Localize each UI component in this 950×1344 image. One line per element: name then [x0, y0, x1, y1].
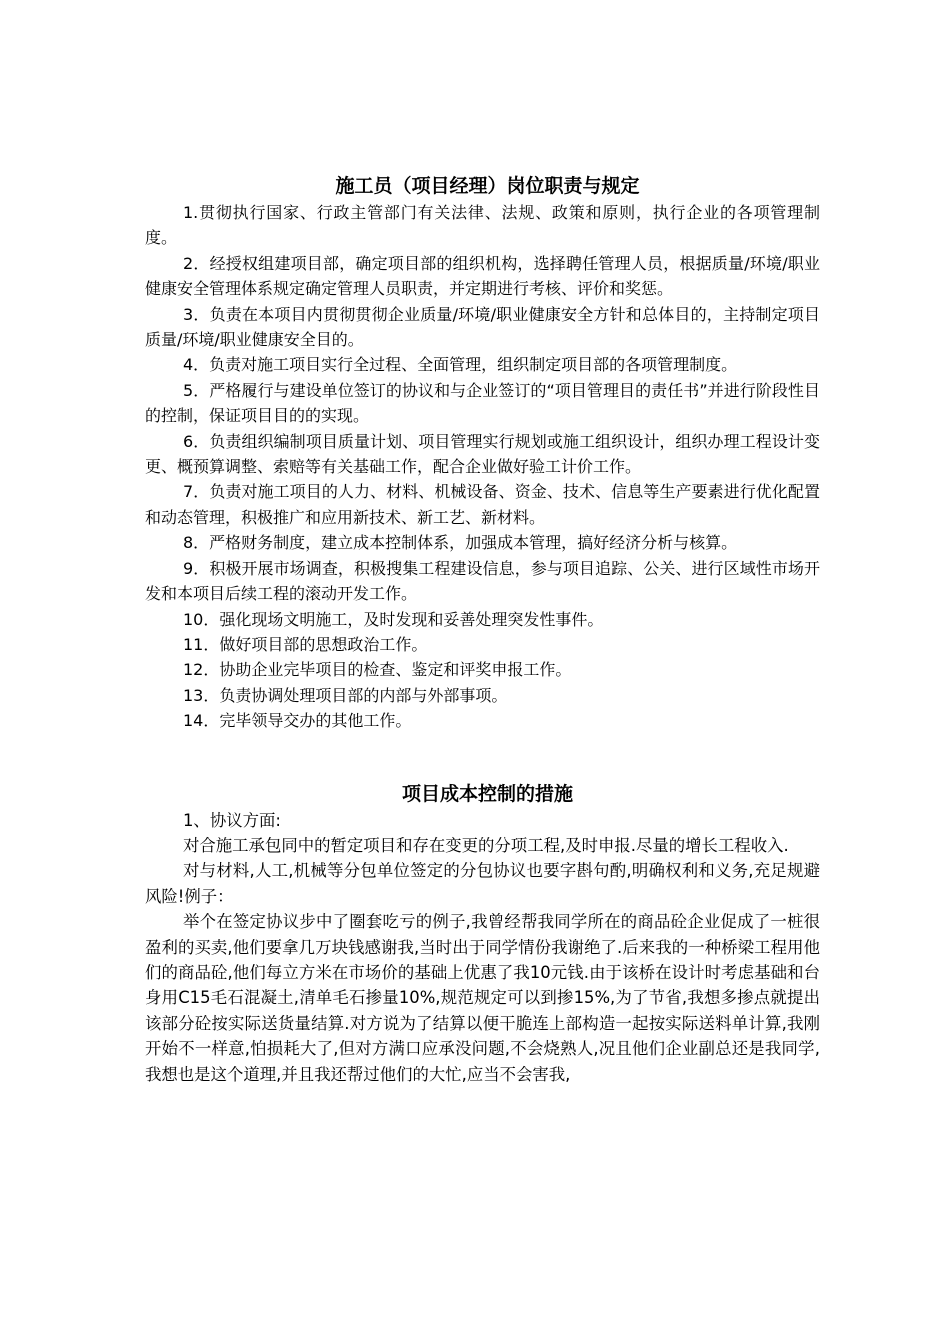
paragraph-contract-heading: 1、协议方面: [183, 810, 281, 830]
duty-item-6: 6．负责组织编制项目质量计划、项目管理实行规划或施工组织设计，组织办理工程设计变更、概预算调整、索赔等有关基础工作，配合企业做好验工计价工作。 [145, 431, 820, 477]
duty-item-14: 14．完毕领导交办的其他工作。 [183, 711, 412, 731]
section-cost-control [145, 780, 820, 1087]
paragraph: 举个在签定协议步中了圈套吃亏的例子,我曾经帮我同学所在的商品砼企业促成了一桩很盈利的买卖,他们要拿几万块钱感谢我,当时出于同学情份我谢绝了.后来我的一种桥梁工程用他们的商品砼,他们每立方米在市场价的基础上优惠了我10元钱.由于该桥在设计时考虑基础和台身用C15毛石混凝土,清单毛石掺量10%,规范规定可以到掺15%,为了节省,我想多掺点就提出该部分砼按实际送货量结算.对方说为了结算以便干脆连上部构造一起按实际送料单计算,我刚开始不一样意,怕损耗大了,但对方满口应承没问题,不会烧熟人,况且他们企业副总还是我同学,我想也是这个道理,并且我还帮过他们的大忙,应当不会害我, [145, 912, 820, 1084]
paragraph: 对与材料,人工,机械等分包单位签定的分包协议也要字斟句酌,明确权利和义务,充足规避风险!例子： [145, 861, 820, 906]
duty-item-9: 9．积极开展市场调查，积极搜集工程建设信息，参与项目追踪、公关、进行区域性市场开发和本项目后续工程的滚动开发工作。 [145, 558, 820, 604]
duty-item-7: 7．负责对施工项目的人力、材料、机械设备、资金、技术、信息等生产要素进行优化配置和动态管理，积极推广和应用新技术、新工艺、新材料。 [145, 482, 820, 527]
section-duties [145, 172, 820, 734]
duty-item-13: 13．负责协调处理项目部的内部与外部事项。 [183, 685, 508, 705]
duty-item-8: 8．严格财务制度，建立成本控制体系，加强成本管理，搞好经济分析与核算。 [183, 533, 738, 553]
duty-item-10: 10．强化现场文明施工，及时发现和妥善处理突发性事件。 [183, 609, 604, 629]
duty-item-5: 5．严格履行与建设单位签订的协议和与企业签订的“项目管理目的责任书”并进行阶段性目的控制，保证项目目的的实现。 [145, 380, 820, 426]
duty-item-12: 12．协助企业完毕项目的检查、鉴定和评奖申报工作。 [183, 660, 572, 680]
section-title: 施工员（项目经理）岗位职责与规定 [335, 175, 640, 197]
section-title: 项目成本控制的措施 [401, 782, 573, 805]
duty-item-2: 2．经授权组建项目部，确定项目部的组织机构，选择聘任管理人员，根据质量/环境/职业健康安全管理体系规定确定管理人员职责，并定期进行考核、评价和奖惩。 [145, 253, 820, 299]
duty-item-11: 11．做好项目部的思想政治工作。 [183, 634, 428, 654]
duty-item-3: 3．负责在本项目内贯彻贯彻企业质量/环境/职业健康安全方针和总体目的，主持制定项目质量/环境/职业健康安全目的。 [145, 304, 820, 350]
paragraph: 对合施工承包同中的暂定项目和存在变更的分项工程,及时申报.尽量的增长工程收入. [183, 835, 789, 855]
document-page [145, 172, 820, 1087]
duty-item-1: 1.贯彻执行国家、行政主管部门有关法律、法规、政策和原则，执行企业的各项管理制度。 [145, 203, 820, 248]
duty-item-4: 4．负责对施工项目实行全过程、全面管理，组织制定项目部的各项管理制度。 [183, 355, 738, 375]
